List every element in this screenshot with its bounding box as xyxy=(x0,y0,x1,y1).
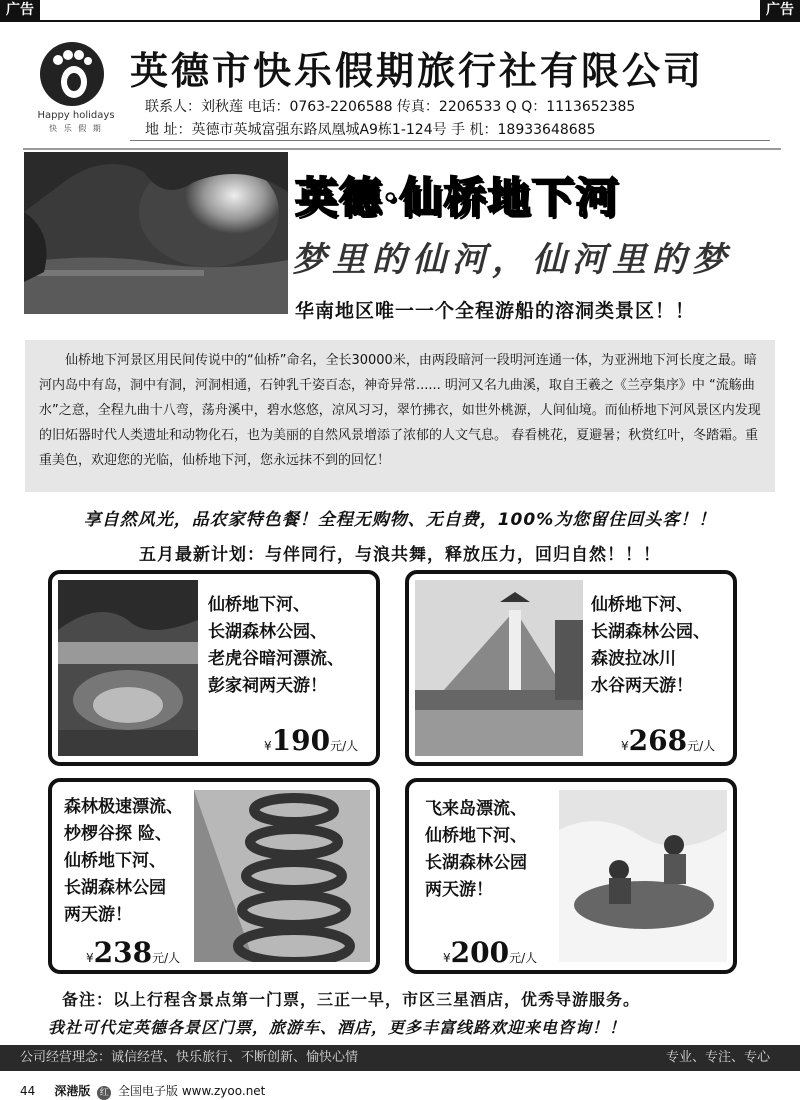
package-card-4 xyxy=(405,778,737,974)
footprint-icon xyxy=(40,42,104,106)
package-line: 长湖森林公园、 xyxy=(591,622,710,642)
promo-line-2: 五月最新计划：与伴同行，与浪共舞，释放压力，回归自然！！！ xyxy=(139,545,661,565)
package-card-2 xyxy=(405,570,737,766)
package-title-3 xyxy=(64,794,183,929)
package-line: 两天游！ xyxy=(64,905,132,925)
page-number: 44 xyxy=(20,1084,36,1098)
hero-unique-claim: 华南地区唯一一个全程游船的溶洞类景区！！ xyxy=(295,300,696,322)
rafting-photo xyxy=(559,790,727,962)
philosophy-motto: 专业、专注、专心 xyxy=(665,1050,770,1065)
package-line: 水谷两天游！ xyxy=(591,676,693,696)
package-price-2: ¥268元/人 xyxy=(621,724,716,757)
ad-tag-right: 广告 xyxy=(760,0,800,20)
logo-text: Happy holidays xyxy=(37,110,115,121)
water-park-photo xyxy=(415,580,583,756)
scenic-intro: 仙桥地下河景区用民间传说中的“仙桥”命名，全长30000米，由两段暗河一段明河连通一体，为亚洲地下河长度之最。暗河内岛中有岛，洞中有洞，河洞相通，石钟乳千姿百态，神奇异常...... 明河又名九曲溪，取自王羲之《兰亭集序》中 “流觞曲水”之意，全程九曲十八弯，荡舟溪中，碧水悠悠，凉风习习，翠竹拂衣，如世外桃源，人间仙境。而仙桥地下河风景区内发现的旧炻器时代人类遗址和动物化石，也为美丽的自然风景增添了浓郁的人文气息。 春看桃花，夏避暑；秋赏红叶，冬踏霜。重重美色，欢迎您的光临，仙桥地下河，您永远抹不到的回忆！ xyxy=(25,340,775,492)
package-line: 仙桥地下河、 xyxy=(64,851,166,871)
package-line: 长湖森林公园 xyxy=(425,853,527,873)
ad-tag-left: 广告 xyxy=(0,0,40,20)
cave-photo xyxy=(24,152,288,314)
package-line: 仙桥地下河、 xyxy=(208,595,310,615)
header-divider xyxy=(130,140,770,141)
package-line: 老虎谷暗河漂流、 xyxy=(208,649,344,669)
promo-line-1: 享自然风光，品农家特色餐！全程无购物、无自费，100%为您留住回头客！！ xyxy=(83,510,717,530)
package-line: 长湖森林公园、 xyxy=(208,622,327,642)
remark-note: 备注：以上行程含景点第一门票，三正一早，市区三星酒店，优秀导游服务。 xyxy=(62,990,641,1009)
site-link[interactable]: 全国电子版 www.zyoo.net xyxy=(118,1084,266,1098)
agency-note: 我社可代定英德各景区门票，旅游车、酒店，更多丰富线路欢迎来电咨询！！ xyxy=(48,1018,627,1037)
logo-subtext: 快 乐 假 期 xyxy=(49,124,103,133)
package-line: 森波拉冰川 xyxy=(591,649,676,669)
package-line: 杪椤谷探 险、 xyxy=(64,824,172,844)
package-line: 两天游！ xyxy=(425,880,493,900)
package-line: 森林极速漂流、 xyxy=(64,797,183,817)
package-line: 仙桥地下河、 xyxy=(591,595,693,615)
contact-line: 联系人：刘秋莲 电话：0763-2206588 传真：2206533 Q Q：1113652385 xyxy=(145,99,636,115)
edition-badge: 红 xyxy=(97,1086,111,1100)
package-title-2 xyxy=(591,592,710,700)
package-line: 飞来岛漂流、 xyxy=(425,799,527,819)
company-name: 英德市快乐假期旅行社有限公司 xyxy=(130,48,705,93)
hero-title: 英德·仙桥地下河 xyxy=(295,173,620,222)
edition-label: 深港版 xyxy=(54,1084,91,1098)
package-card-3 xyxy=(48,778,380,974)
package-title-4 xyxy=(425,796,527,904)
hero-slogan: 梦里的仙河，仙河里的梦 xyxy=(292,240,732,280)
tire-wall-photo xyxy=(194,790,370,962)
page-footer xyxy=(20,1082,265,1100)
hero-top-border xyxy=(23,148,781,150)
package-price-4: ¥200元/人 xyxy=(443,936,538,969)
package-title-1 xyxy=(208,592,344,700)
company-logo xyxy=(40,42,104,106)
package-price-1: ¥190元/人 xyxy=(264,724,359,757)
philosophy-text: 公司经营理念：诚信经营、快乐旅行、不断创新、愉快心情 xyxy=(20,1050,359,1065)
package-price-3: ¥238元/人 xyxy=(86,936,181,969)
package-line: 仙桥地下河、 xyxy=(425,826,527,846)
address-line: 地 址：英德市英城富强东路凤凰城A9栋1-124号 手 机：18933648685 xyxy=(145,122,596,138)
package-card-1 xyxy=(48,570,380,766)
philosophy-bar xyxy=(0,1045,800,1071)
cave-rafting-photo xyxy=(58,580,198,756)
package-line: 彭家祠两天游！ xyxy=(208,676,327,696)
top-rule xyxy=(0,20,800,22)
package-line: 长湖森林公园 xyxy=(64,878,166,898)
